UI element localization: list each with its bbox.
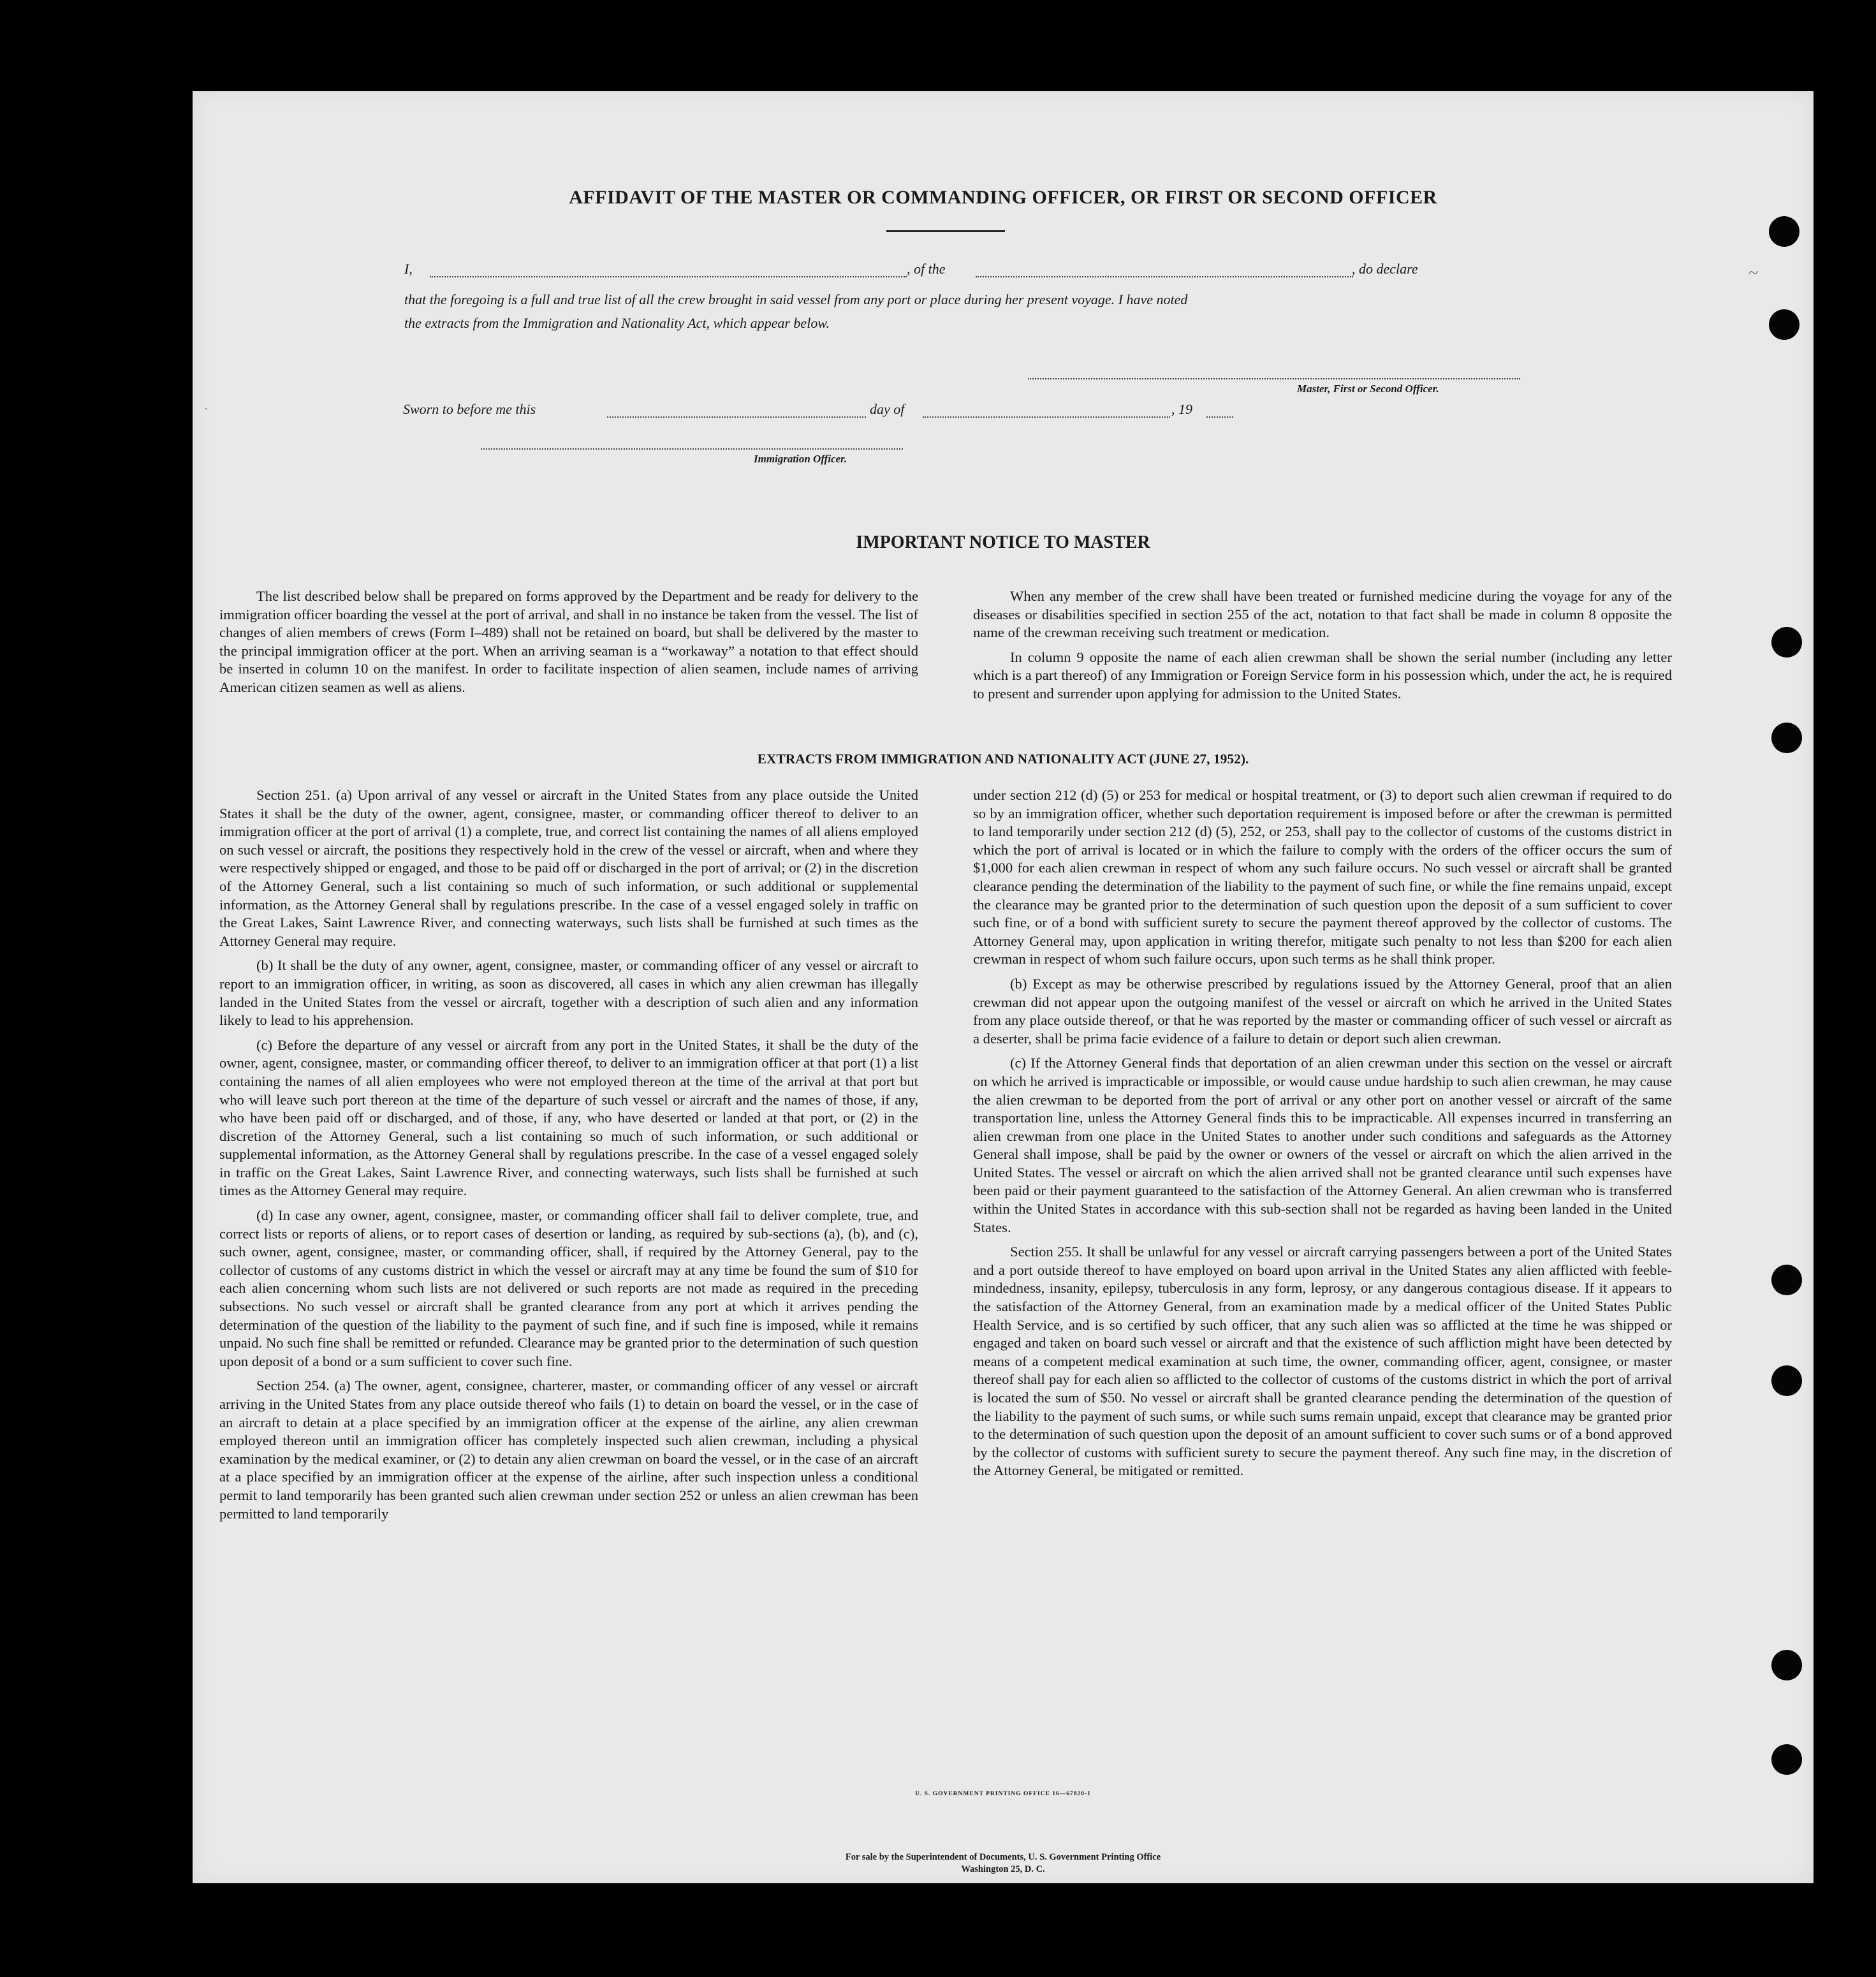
punch-hole (1771, 1265, 1802, 1295)
i-label: I, (404, 261, 413, 277)
title-underline (886, 230, 1005, 232)
name-field[interactable] (430, 276, 907, 277)
section-paragraph: Section 255. It shall be unlawful for any vessel or aircraft carrying passengers between a port of the United States and a port outside thereof to have employed on board upon arrival in the United States any alien afflicted with feeble-mindedness, insanity, epilepsy, tuberculosis in any form, leprosy, or any dangerous contagious disease. If it appears to the satisfaction of the Attorney General, from an examination made by a medical officer of the United States Public Health Service, and is so certified by such officer, that any such alien was so afflicted at the time he was shipped or engaged and taken on board such vessel or aircraft and that the existence of such affliction might have been detected by means of a competent medical examination at such time, the owner, commanding officer, agent, consignee, or master thereof shall pay for each alien so afflicted to the collector of customs of the customs district in which the port of arrival is located the sum of $50. No vessel or aircraft shall be granted clearance pending the determination of the question of the liability to the payment of such sums, or while such sums remain unpaid, except that clearance may be granted prior to the determination of such question upon the deposit of an amount sufficient to cover such sums or of a bond approved by the collector of customs with sufficient surety to secure the payment thereof. Any such fine may, in the discretion of the Attorney General, be mitigated or remitted. (973, 1244, 1672, 1479)
immigration-officer-signature-field[interactable] (481, 448, 903, 450)
notice-left-column (219, 587, 918, 703)
punch-hole (1771, 723, 1802, 753)
stray-mark: · (204, 402, 208, 415)
pencil-mark: ~ (1748, 263, 1759, 283)
notice-title: IMPORTANT NOTICE TO MASTER (856, 533, 1150, 552)
sworn-label: Sworn to before me this (403, 401, 536, 417)
punch-hole (1771, 627, 1802, 658)
sale-line-1: For sale by the Superintendent of Documents, U. S. Government Printing Office (845, 1852, 1161, 1862)
statement-line-1: that the foregoing is a full and true list of all the crew brought in said vessel from any port or place during her present voyage. I have noted (404, 291, 1188, 307)
immigration-officer-label: Immigration Officer. (754, 453, 847, 465)
master-signature-label: Master, First or Second Officer. (1297, 383, 1439, 395)
punch-hole (1771, 1744, 1802, 1775)
statement-line-2: the extracts from the Immigration and Nationality Act, which appear below. (404, 315, 830, 331)
notice-right-column (973, 587, 1672, 710)
section-paragraph: (c) If the Attorney General finds that deportation of an alien crewman under this section on the vessel or aircraft on which he arrived is impracticable or impossible, or would cause undue hardship to such alien crewman, he may cause the alien crewman to be deported from the port of arrival or any other port on another vessel or aircraft of the same transportation line, unless the Attorney General finds this to be impracticable. All expenses incurred in transferring an alien crewman from one place in the United States to another under such conditions and safeguards as the Attorney General shall impose, shall be paid by the owner or owners of the vessel or aircraft on which the alien arrived in the United States. The vessel or aircraft on which the alien arrived shall not be granted clearance until such expenses have been paid or their payment guaranteed to the satisfaction of the Attorney General. An alien crewman who is transferred within the United States in accordance with this sub-section shall not be regarded as having been landed in the United States. (973, 1055, 1672, 1235)
section-paragraph: (b) Except as may be otherwise prescribed by regulations issued by the Attorney General, proof that an alien crewman did not appear upon the outgoing manifest of the vessel or aircraft on which he arrived in the United States from any place outside thereof, or that he was reported by the master or commanding officer of such vessel or aircraft as a deserter, shall be prima facie evidence of a failure to detain or deport such alien crewman. (973, 975, 1672, 1047)
sworn-month-field[interactable] (923, 416, 1170, 418)
punch-hole (1771, 1650, 1802, 1680)
sale-notice (193, 1851, 1814, 1876)
affidavit-title: AFFIDAVIT OF THE MASTER OR COMMANDING OFFICER, OR FIRST OR SECOND OFFICER (569, 187, 1437, 208)
section-paragraph: (c) Before the departure of any vessel or aircraft from any port in the United States, it shall be the duty of the owner, agent, consignee, master, or commanding officer thereof, to deliver to an immigration officer at that port (1) a list containing the names of all alien employees who were not employed thereon at the time of the arrival at that port but who will leave such port thereon at the time of the departure of such vessel or aircraft and the names of those, if any, who have been paid off or discharged, and of those, if any, who have deserted or landed at that port, or (2) in the discretion of the Attorney General, such a list containing so much of such information, or such additional or supplemental information, as the Attorney General shall by regulations prescribe. In the case of a vessel engaged solely in traffic on the Great Lakes, Saint Lawrence River, and connecting waterways, such lists shall be furnished at such times as the Attorney General may require. (219, 1036, 918, 1199)
printing-office-imprint: U. S. GOVERNMENT PRINTING OFFICE 16—67820-1 (915, 1791, 1091, 1797)
extracts-right-column (973, 786, 1672, 1487)
document-page (193, 91, 1814, 1883)
do-declare-label: , do declare (1352, 261, 1418, 277)
vessel-field[interactable] (976, 276, 1353, 277)
section-paragraph: Section 251. (a) Upon arrival of any vessel or aircraft in the United States from any place outside the United States it shall be the duty of the owner, agent, consignee, master, or commanding officer thereof to deliver to an immigration officer at the port of arrival (1) a complete, true, and correct list containing the names of all aliens employed on such vessel or aircraft, the positions they respectively hold in the crew of the vessel or aircraft, when and where they were respectively shipped or engaged, and those to be paid off or discharged in the port of arrival; or (2) in the discretion of the Attorney General, such a list containing so much of such information, or such additional or supplemental information, as the Attorney General shall by regulations prescribe. In the case of a vessel engaged solely in traffic on the Great Lakes, Saint Lawrence River, and connecting waterways, such lists shall be furnished at such times as the Attorney General may require. (219, 787, 918, 949)
year-label: , 19 (1171, 401, 1192, 417)
notice-paragraph: The list described below shall be prepared on forms approved by the Department and be ready for delivery to the immigration officer boarding the vessel at the port of arrival, and shall in no instance be taken from the vessel. The list of changes of alien members of crews (Form I–489) shall not be retained on board, but shall be delivered by the master to the principal immigration officer at the port. When an arriving seaman is a “workaway” a notation to that effect should be inserted in column 10 on the manifest. In order to facilitate inspection of alien seamen, include names of arriving American citizen seamen as well as aliens. (219, 588, 918, 695)
punch-hole (1769, 216, 1799, 247)
notice-paragraph: In column 9 opposite the name of each alien crewman shall be shown the serial number (including any letter which is a part thereof) of any Immigration or Foreign Service form in his possession which, under the act, he is required to present and surrender upon applying for admission to the United States. (973, 649, 1672, 702)
extracts-title: EXTRACTS FROM IMMIGRATION AND NATIONALITY ACT (JUNE 27, 1952). (757, 751, 1249, 767)
punch-hole (1769, 309, 1799, 340)
section-paragraph: Section 254. (a) The owner, agent, consignee, charterer, master, or commanding officer of any vessel or aircraft arriving in the United States from any place outside thereof who fails (1) to detain on board the vessel, or in the case of an aircraft to detain at a place specified by an immigration officer at the expense of the airline, any alien crewman employed thereon until an immigration officer has completely inspected such alien crewman, including a physical examination by the medical examiner, or (2) to detain any alien crewman on board the vessel, or in the case of an aircraft at a place specified by an immigration officer at the expense of the airline, after such inspection unless a conditional permit to land temporarily has been granted such alien crewman under section 252 or unless an alien crewman has been permitted to land temporarily (219, 1378, 918, 1522)
extracts-left-column (219, 786, 918, 1529)
sworn-day-field[interactable] (607, 416, 866, 418)
master-signature-field[interactable] (1028, 378, 1520, 379)
notice-paragraph: When any member of the crew shall have been treated or furnished medicine during the voyage for any of the diseases or disabilities specified in section 255 of the act, notation to that fact shall be made in column 8 opposite the name of the crewman receiving such treatment or medication. (973, 588, 1672, 641)
section-paragraph: (d) In case any owner, agent, consignee, master, or commanding officer shall fail to deliver complete, true, and correct lists or reports of aliens, or to report cases of desertion or landing, as required by sub-sections (a), (b), and (c), such owner, agent, consignee, master, or commanding officer, shall, if required by the Attorney General, pay to the collector of customs of any customs district in which the vessel or aircraft may at any time be found the sum of $10 for each alien concerning whom such lists are not delivered or such reports are not made as required in the preceding subsections. No such vessel or aircraft shall be granted clearance from any port at which it arrives pending the determination of the question of the liability to the payment of such fine, and if such fine is imposed, while it remains unpaid. No such fine shall be remitted or refunded. Clearance may be granted prior to the determination of such question upon deposit of a bond or a sum sufficient to cover such fine. (219, 1207, 918, 1369)
day-of-label: day of (870, 401, 905, 417)
section-paragraph: (b) It shall be the duty of any owner, agent, consignee, master, or commanding officer of any vessel or aircraft to report to an immigration officer, in writing, as soon as discovered, all cases in which any alien crewman has illegally landed in the United States from the vessel or aircraft, together with a description of such alien and any information likely to lead to his apprehension. (219, 957, 918, 1029)
of-the-label: , of the (907, 261, 946, 277)
punch-hole (1771, 1365, 1802, 1396)
section-paragraph: under section 212 (d) (5) or 253 for medical or hospital treatment, or (3) to deport such alien crewman if required to do so by an immigration officer, whether such deportation requirement is imposed before or after the crewman is permitted to land temporarily under section 212 (d) (5), 252, or 253, shall pay to the collector of customs of the customs district in which the port of arrival is located or in which the failure to comply with the orders of the officer occurs the sum of $1,000 for each alien crewman in respect of whom any such failure occurs. No such vessel or aircraft shall be granted clearance pending the determination of the liability to the payment of such fine, or while the fine remains unpaid, except the clearance may be granted prior to the determination of such question upon the deposit of a sum sufficient to cover such fine, or of a bond with sufficient surety to secure the payment thereof approved by the collector of customs. The Attorney General may, upon application in writing therefor, mitigate such penalty to not less than $200 for each alien crewman in respect of whom such failure occurs, upon such terms as he shall think proper. (973, 787, 1672, 967)
sworn-year-field[interactable] (1206, 416, 1233, 418)
sale-line-2: Washington 25, D. C. (961, 1864, 1045, 1874)
